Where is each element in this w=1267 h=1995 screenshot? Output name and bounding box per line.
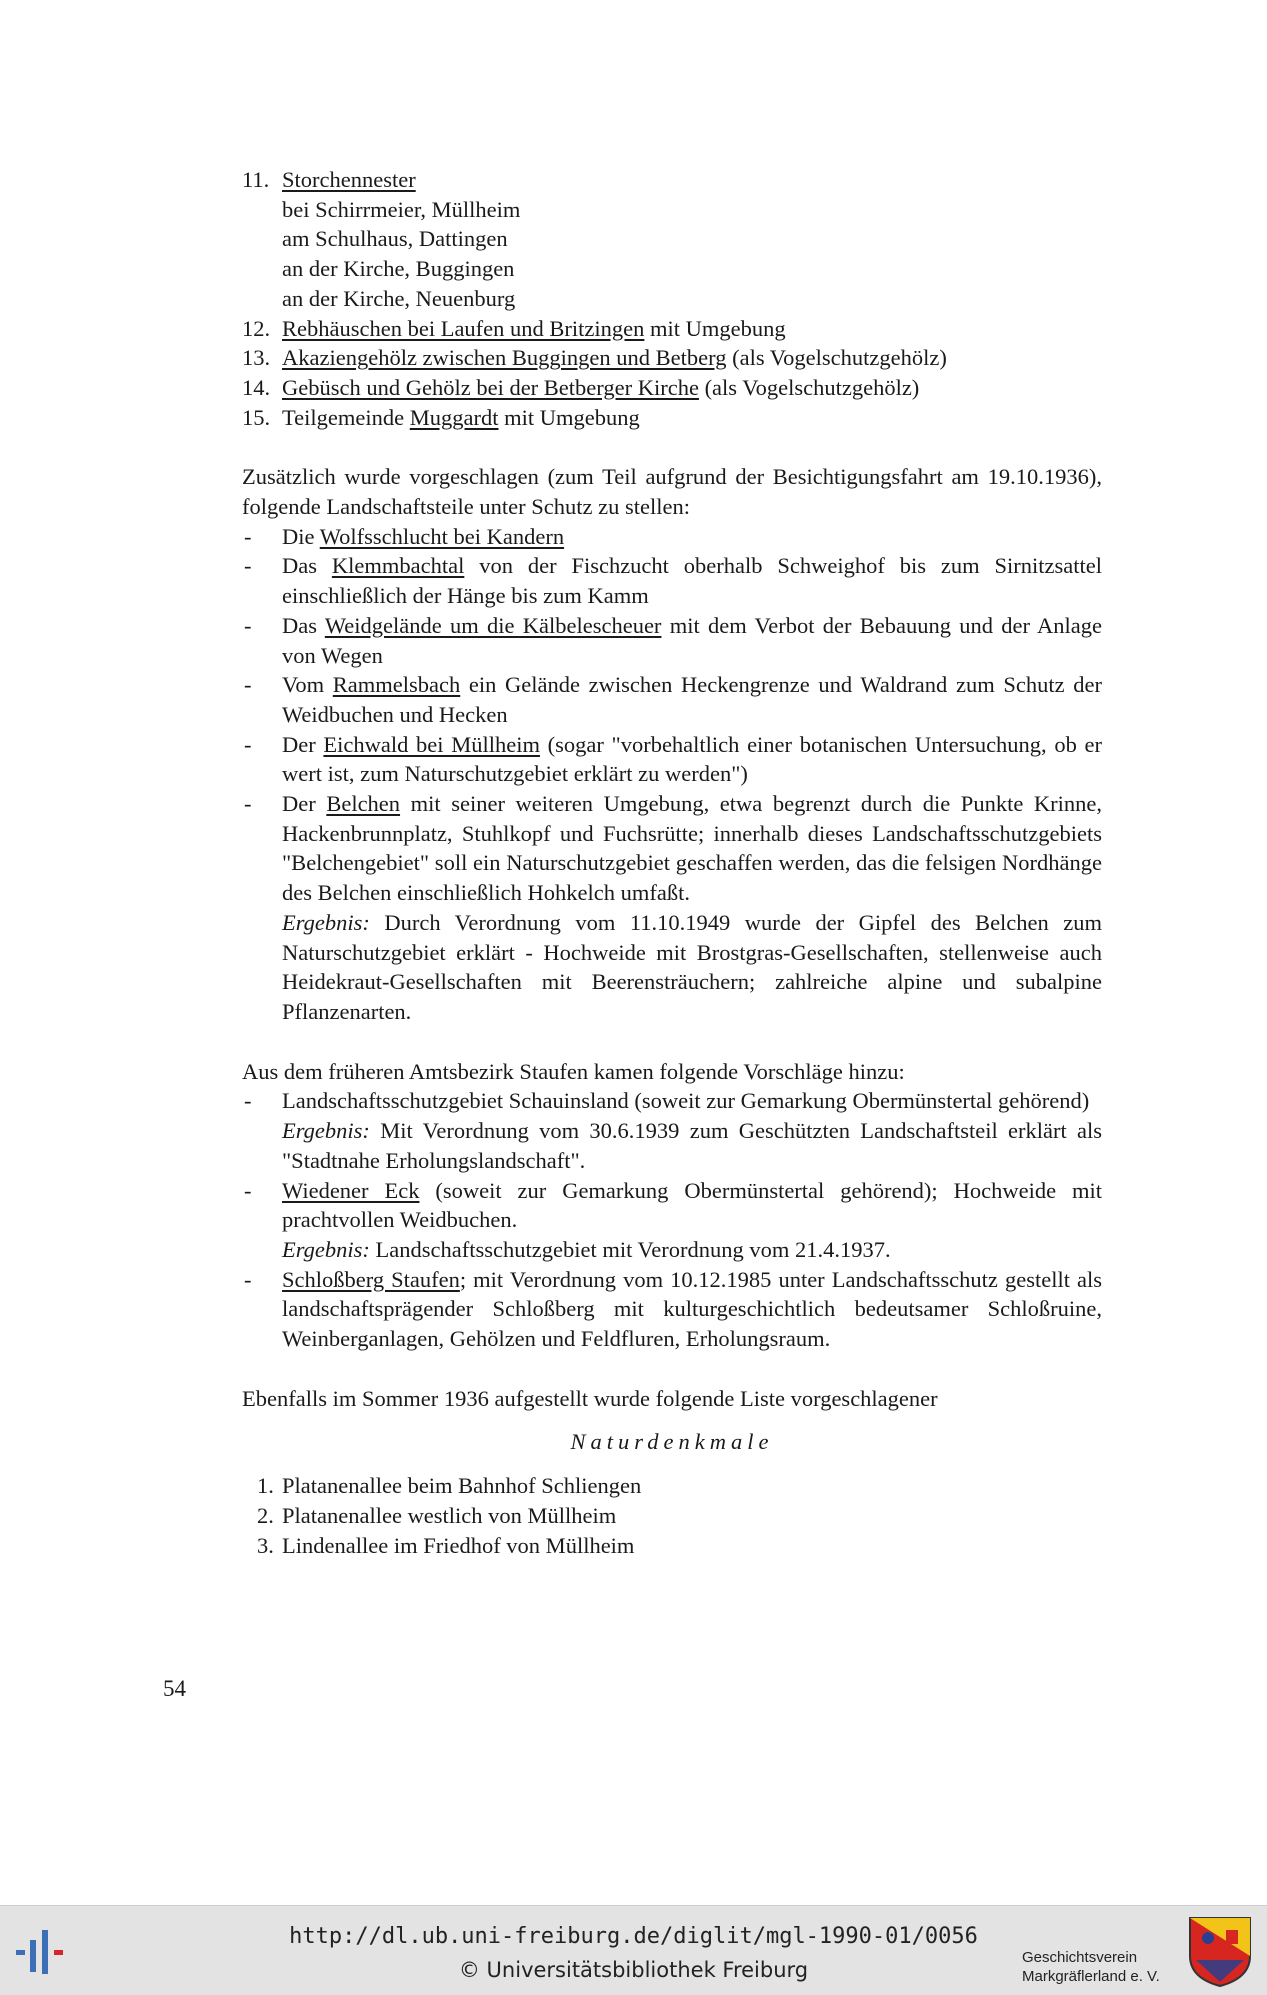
- dash-marker: -: [244, 791, 252, 817]
- item-text: mit seiner weiteren Umgebung, etwa begrenzt durch die Punkte Krinne, Hackenbrunnplatz, Stuhlkopf und Fuchsrütte; innerhalb dieses Landschaftsschutzgebiets "Belchengebiet" soll ein Naturschutzgebiet geschaffen werden, das die felsigen Nordhänge des Belchen einschließlich Hohkelch umfaßt.: [282, 791, 1102, 906]
- underlined-term: Muggardt: [409, 404, 499, 430]
- item-text: (sogar "vorbehaltlich einer botanischen Untersuchung, ob er wert ist, zum Naturschutzgebiet erklärt zu werden"): [282, 731, 1102, 787]
- item-number: 2.: [257, 1502, 274, 1528]
- stork-location: an der Kirche, Neuenburg: [282, 285, 516, 311]
- list-item: [242, 373, 1102, 403]
- dash-marker: -: [244, 1088, 252, 1114]
- item-number: 11.: [242, 167, 270, 192]
- dash-item: [242, 1265, 1102, 1354]
- item-text: Platanenallee westlich von Müllheim: [282, 1502, 617, 1528]
- result-label: Ergebnis:: [282, 1236, 370, 1262]
- paragraph: Aus dem früheren Amtsbezirk Staufen kamen folgende Vorschläge hinzu:: [242, 1058, 905, 1084]
- item-text: Der: [282, 791, 327, 817]
- section-heading: Naturdenkmale: [570, 1429, 774, 1455]
- list-item: [242, 343, 1102, 373]
- item-text: (als Vogelschutzgehölz): [698, 374, 920, 400]
- stork-locations: [242, 195, 1102, 314]
- item-text: von der Fischzucht oberhalb Schweighof bis zum Sirnitzsattel einschließlich der Hänge bis zum Kamm: [282, 553, 1102, 609]
- list-item: [242, 165, 1102, 195]
- underlined-term: Weidgelände um die Kälbelescheuer: [324, 612, 662, 638]
- natural-monuments-list: [242, 1471, 1102, 1560]
- page-content: [242, 165, 1102, 1560]
- dash-item: [242, 1176, 1102, 1265]
- result-text: Landschaftsschutzgebiet mit Verordnung vom 21.4.1937.: [369, 1236, 891, 1262]
- result-text: Mit Verordnung vom 30.6.1939 zum Geschützten Landschaftsteil erklärt als "Stadtnahe Erholungslandschaft".: [282, 1118, 1102, 1173]
- underlined-term: Belchen: [326, 791, 401, 817]
- item-number: 14.: [242, 374, 271, 400]
- list-item: [257, 1471, 1102, 1501]
- underlined-term: Akaziengehölz zwischen Buggingen und Betberg: [282, 345, 727, 371]
- item-text: Das: [282, 612, 325, 638]
- source-url-link[interactable]: http://dl.ub.uni-freiburg.de/diglit/mgl-1990-01/0056: [289, 1924, 978, 1949]
- dash-marker: -: [244, 731, 252, 757]
- dash-marker: -: [244, 523, 252, 549]
- dash-item: [242, 730, 1102, 789]
- paragraph: Zusätzlich wurde vorgeschlagen (zum Teil aufgrund der Besichtigungsfahrt am 19.10.1936), folgende Landschaftsteile unter Schutz zu stellen:: [242, 464, 1102, 520]
- item-text: mit dem Verbot der Bebauung und der Anlage von Wegen: [282, 612, 1103, 668]
- item-text: Landschaftsschutzgebiet Schauinsland (soweit zur Gemarkung Obermünstertal gehörend): [282, 1088, 1090, 1114]
- list-item: [257, 1501, 1102, 1531]
- item-number: 15.: [242, 404, 271, 430]
- copyright-notice: © Universitätsbibliothek Freiburg: [458, 1958, 809, 1982]
- underlined-term: Rammelsbach: [332, 672, 461, 698]
- dash-marker: -: [244, 672, 252, 698]
- paragraph: Ebenfalls im Sommer 1936 aufgestellt wurde folgende Liste vorgeschlagener: [242, 1385, 938, 1411]
- viewer-footer: [0, 1905, 1267, 1995]
- underlined-term: Schloßberg Staufen: [282, 1266, 460, 1292]
- item-text: Platanenallee beim Bahnhof Schliengen: [282, 1473, 642, 1499]
- item-number: 1.: [257, 1473, 274, 1499]
- item-text: mit Umgebung: [498, 404, 640, 430]
- item-text: ; mit Verordnung vom 10.12.1985 unter Landschaftsschutz gestellt als landschaftsprägender Schloßberg mit kulturgeschichtlich bedeutsamer Schloßruine, Weinberganlagen, Gehölzen und Feldfluren, Erholungsraum.: [282, 1266, 1102, 1352]
- item-text: (soweit zur Gemarkung Obermünstertal gehörend); Hochweide mit prachtvollen Weidbuchen.: [282, 1177, 1102, 1233]
- stork-location: an der Kirche, Buggingen: [282, 256, 515, 282]
- item-text: Teilgemeinde: [282, 404, 410, 430]
- stork-location: bei Schirrmeier, Müllheim: [282, 196, 521, 222]
- item-text: Der: [282, 731, 324, 757]
- result-label: Ergebnis:: [282, 909, 370, 935]
- list-item: [257, 1531, 1102, 1561]
- society-name-line: Markgräflerland e. V.: [1022, 1968, 1160, 1985]
- item-number: 13.: [242, 345, 271, 371]
- underlined-term: Eichwald bei Müllheim: [323, 731, 540, 757]
- result-label: Ergebnis:: [282, 1118, 370, 1144]
- dash-item: [242, 789, 1102, 1027]
- item-text: Vom: [282, 672, 333, 698]
- list-item: [242, 403, 1102, 433]
- item-text: Die: [282, 523, 320, 549]
- dash-item: [242, 1086, 1102, 1175]
- item-text: (als Vogelschutzgehölz): [726, 345, 947, 371]
- dash-item: [242, 611, 1102, 670]
- dash-marker: -: [244, 612, 252, 638]
- item-text: Lindenallee im Friedhof von Müllheim: [282, 1532, 635, 1558]
- society-name: [1022, 1948, 1160, 1986]
- dash-marker: -: [244, 1177, 252, 1203]
- underlined-term: Klemmbachtal: [331, 553, 465, 579]
- item-text: ein Gelände zwischen Heckengrenze und Waldrand zum Schutz der Weidbuchen und Hecken: [282, 672, 1102, 727]
- dash-item: [242, 522, 1102, 552]
- underlined-term: Gebüsch und Gehölz bei der Betberger Kirche: [282, 374, 699, 400]
- underlined-term: Rebhäuschen bei Laufen und Britzingen: [282, 315, 645, 341]
- page-number: 54: [163, 1676, 186, 1701]
- underlined-term: Wolfsschlucht bei Kandern: [319, 523, 565, 549]
- dash-marker: -: [244, 1266, 252, 1292]
- society-name-line: Geschichtsverein: [1022, 1949, 1138, 1966]
- stork-location: am Schulhaus, Dattingen: [282, 226, 508, 252]
- result-text: Durch Verordnung vom 11.10.1949 wurde der Gipfel des Belchen zum Naturschutzgebiet erklärt - Hochweide mit Brostgras-Gesellschaften, stellenweise auch Heidekraut-Gesellschaften mit Beerensträuchern; zahlreiche alpine und subalpine Pflanzenarten.: [282, 909, 1102, 1024]
- item-text: Das: [282, 553, 332, 579]
- item-number: 12.: [242, 315, 271, 341]
- list-item: [242, 314, 1102, 344]
- coat-of-arms-icon: [1188, 1916, 1252, 1988]
- underlined-term: Storchennester: [282, 167, 416, 192]
- dash-marker: -: [244, 553, 252, 579]
- item-text: mit Umgebung: [644, 315, 786, 341]
- underlined-term: Wiedener Eck: [282, 1177, 420, 1203]
- item-number: 3.: [257, 1532, 274, 1558]
- dash-item: [242, 551, 1102, 610]
- dash-item: [242, 670, 1102, 729]
